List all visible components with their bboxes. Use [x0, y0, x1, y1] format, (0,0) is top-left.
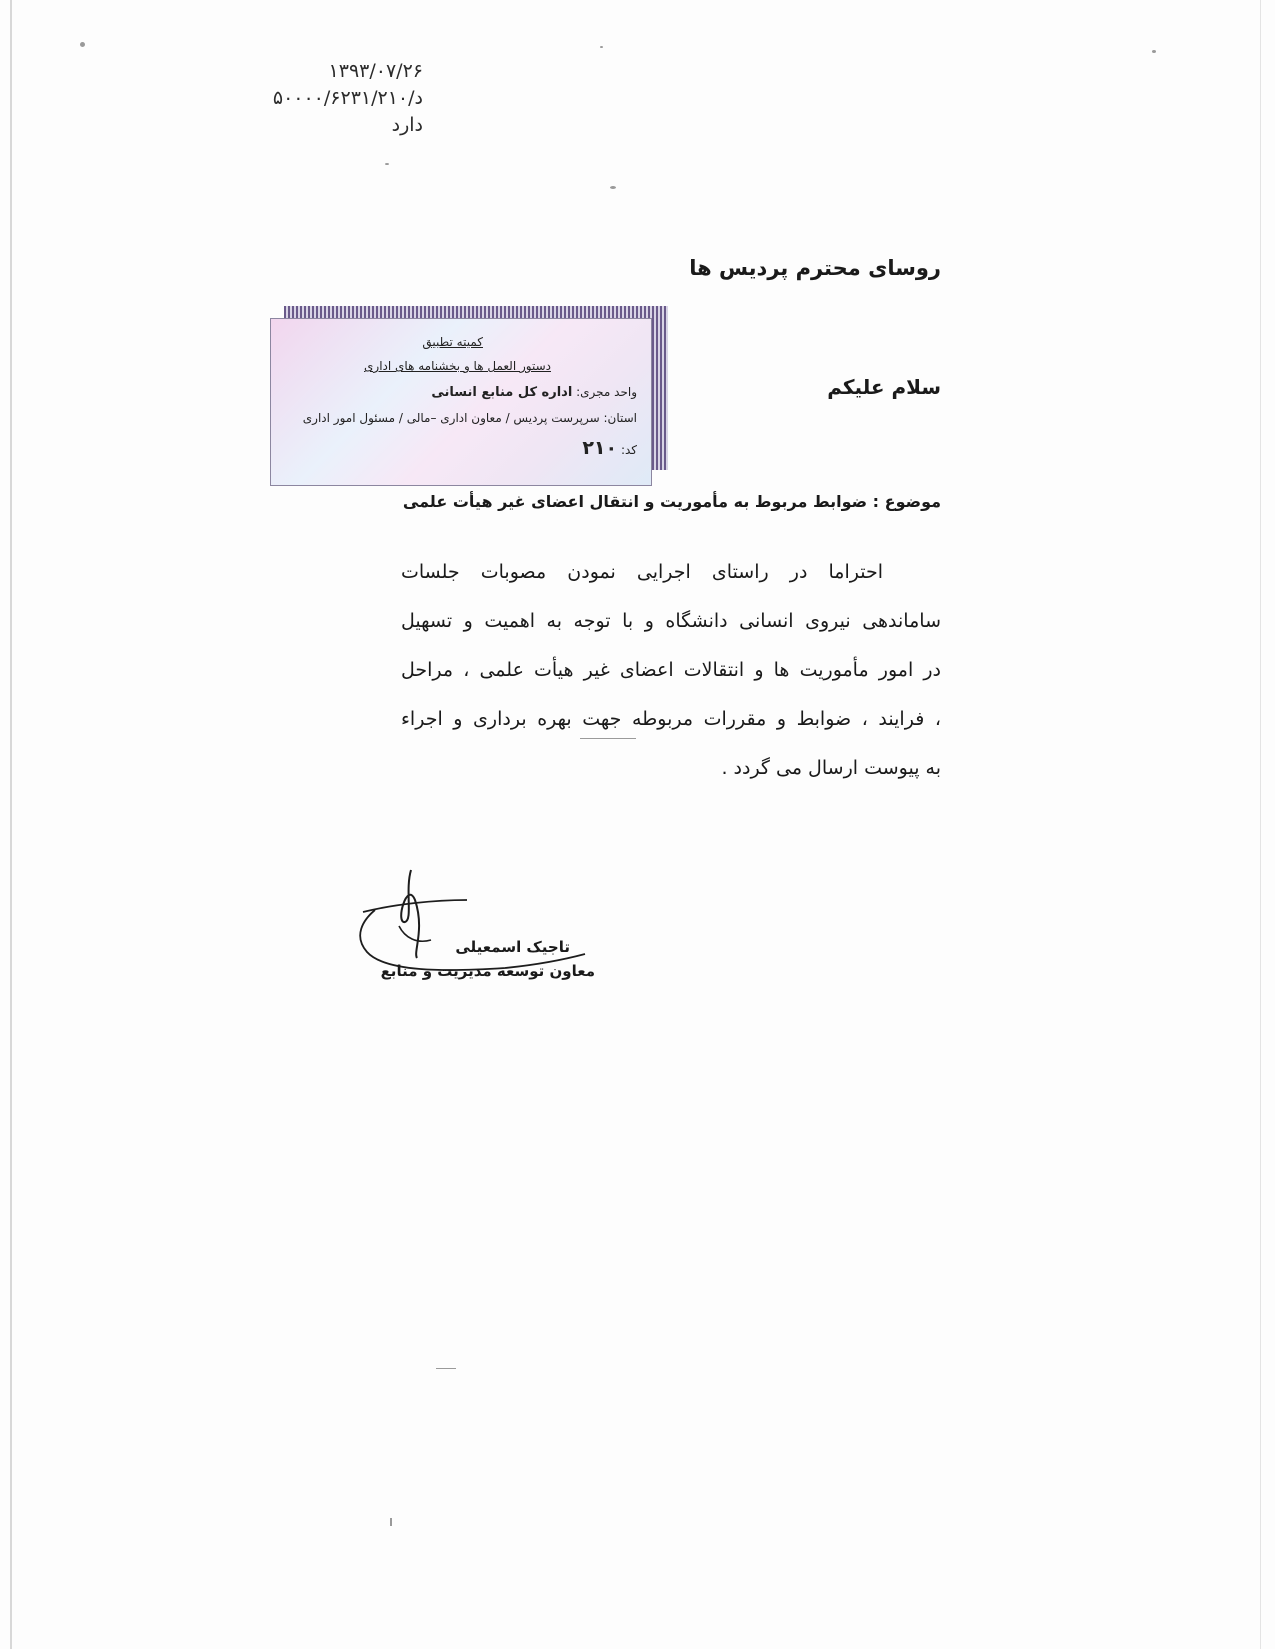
stamp-code-value: ۲۱۰: [582, 437, 618, 459]
signature-stroke: [355, 860, 605, 1010]
letter-number: د/۵۰۰۰۰/۶۲۳۱/۲۱۰: [272, 87, 423, 109]
stamp-code-label: کد:: [620, 443, 637, 457]
stamp-recipients: استان: سرپرست پردیس / معاون اداری –مالی / مسئول امور اداری: [302, 411, 637, 425]
stamp-committee: کمیته تطبیق: [422, 335, 483, 349]
letter-attachment: دارد: [391, 114, 423, 136]
scan-edge-left: [10, 0, 12, 1649]
stamp-card: [270, 318, 652, 486]
body-line: ، فرایند ، ضوابط و مقررات مربوطه جهت بهره برداری و اجراء: [401, 708, 941, 730]
greeting: سلام علیکم: [827, 375, 941, 399]
handwritten-signature: [355, 860, 605, 1010]
signatory-name: تاجیک اسمعیلی: [455, 938, 570, 956]
scan-edge-right: [1260, 0, 1261, 1649]
signatory-title: معاون توسعه مدیریت و منابع: [380, 962, 595, 980]
recipient-title: روسای محترم پردیس ها: [689, 256, 941, 280]
letter-body: [401, 548, 941, 793]
stamp-unit-value: اداره کل منابع انسانی: [431, 385, 573, 400]
committee-stamp: [270, 306, 668, 484]
letter-subject: موضوع : ضوابط مربوط به مأموریت و انتقال اعضای غیر هیأت علمی: [402, 492, 941, 511]
stamp-unit: [431, 385, 637, 400]
letter-header-meta: [203, 58, 423, 139]
stamp-code: [582, 437, 637, 459]
stamp-unit-label: واحد مجری:: [576, 385, 637, 399]
body-line: به پیوست ارسال می گردد .: [721, 757, 941, 779]
body-line: ساماندهی نیروی انسانی دانشگاه و با توجه به اهمیت و تسهیل: [401, 610, 941, 632]
body-line: در امور مأموریت ها و انتقالات اعضای غیر هیأت علمی ، مراحل: [401, 659, 941, 681]
stamp-rules: دستور العمل ها و بخشنامه های اداری: [364, 359, 551, 373]
letter-date: ۱۳۹۳/۰۷/۲۶: [328, 60, 423, 82]
body-line: احتراما در راستای اجرایی نمودن مصوبات جلسات: [401, 561, 883, 583]
